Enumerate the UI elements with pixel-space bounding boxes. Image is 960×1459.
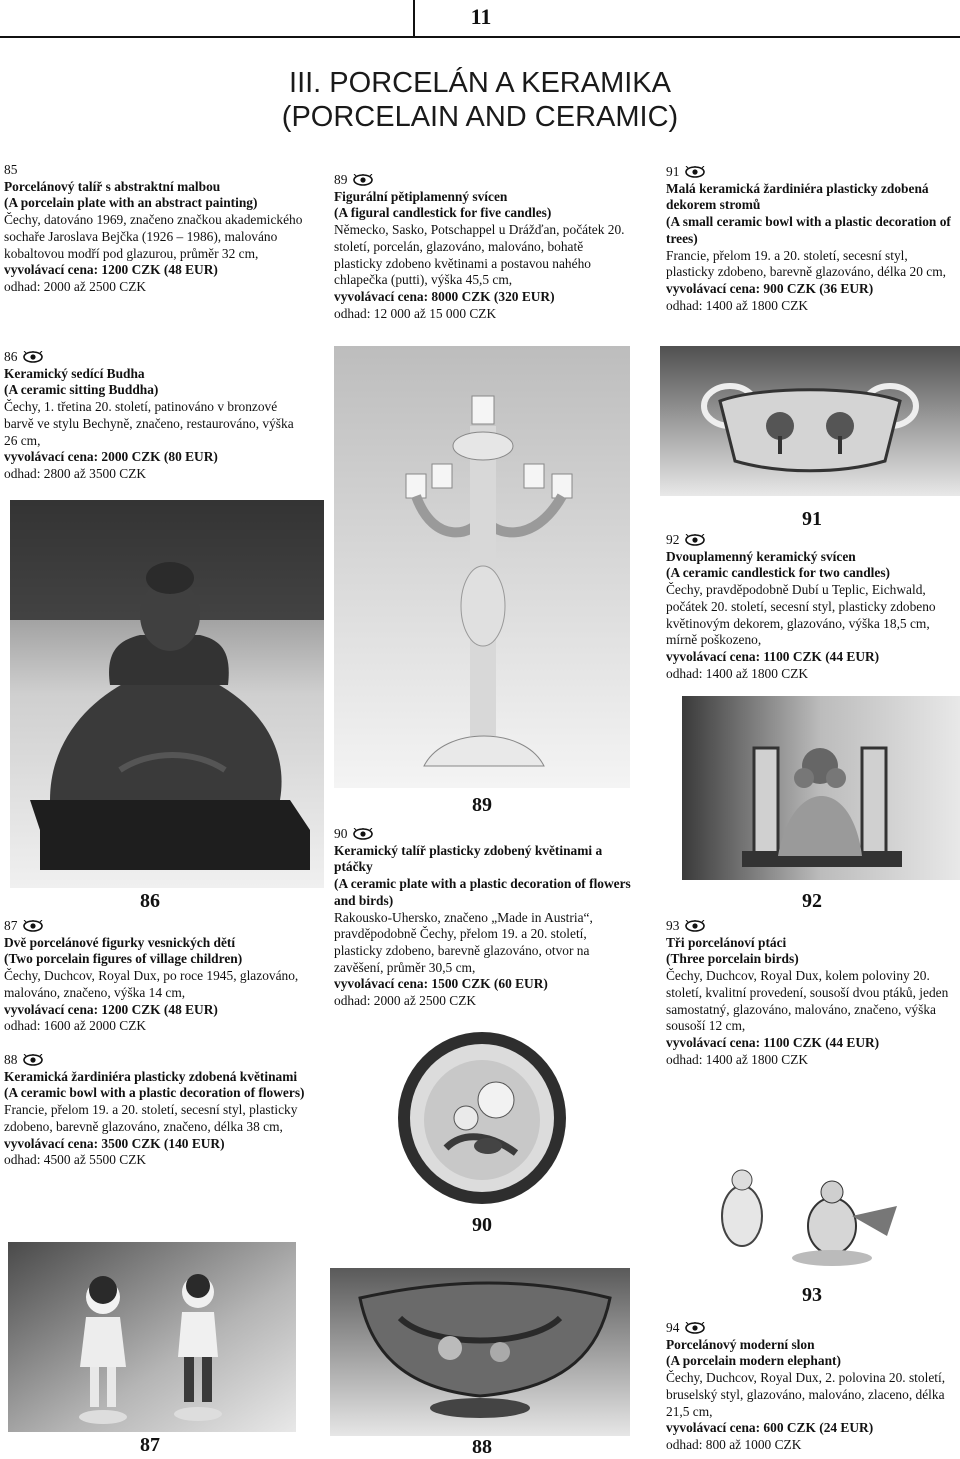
photo-candlestick xyxy=(334,346,630,788)
photo-two-candle xyxy=(682,696,960,880)
lot-estimate: odhad: 1400 až 1800 CZK xyxy=(666,665,809,681)
lot-number: 87 xyxy=(4,918,18,933)
lot-description: Čechy, Duchcov, Royal Dux, kolem poloviny 20. století, kvalitní provedení, sousoší dvou ptáků, jeden samostatný, glazováno, malováno, značeno, výška sousoší 12 cm, xyxy=(666,968,949,1034)
lot-title-en: (A porcelain plate with an abstract painting) xyxy=(4,195,258,211)
lot-number: 94 xyxy=(666,1320,680,1335)
caption-88: 88 xyxy=(472,1436,492,1458)
lot-number: 85 xyxy=(4,162,18,177)
lot-title-cz: Keramická žardiniéra plasticky zdobená květinami xyxy=(4,1068,298,1084)
lot-estimate: odhad: 1400 až 1800 CZK xyxy=(666,1051,809,1067)
lot-number: 89 xyxy=(334,172,348,187)
lot-price: vyvolávací cena: 1200 CZK (48 EUR) xyxy=(4,1001,218,1017)
photo-children-figures xyxy=(8,1242,296,1432)
lot-number: 91 xyxy=(666,164,680,179)
lot-description: Francie, přelom 19. a 20. století, secesní styl, plasticky zdobeno, barevně glazováno, délka 20 cm, xyxy=(666,247,946,280)
photo-flower-bowl xyxy=(330,1268,630,1436)
eye-icon xyxy=(353,174,373,186)
eye-icon xyxy=(353,828,373,840)
lot-title-cz: Malá keramická žardiniéra plasticky zdobená dekorem stromů xyxy=(666,180,929,213)
section-title xyxy=(200,66,760,134)
lot-title-cz: Keramický sedící Budha xyxy=(4,365,145,381)
lot-title-cz: Keramický talíř plasticky zdobený květinami a ptáčky xyxy=(334,842,603,875)
eye-icon xyxy=(23,351,43,363)
lot-number: 93 xyxy=(666,918,680,933)
header-rule xyxy=(0,36,960,38)
lot-title-cz: Porcelánový moderní slon xyxy=(666,1336,815,1352)
lot-price: vyvolávací cena: 8000 CZK (320 EUR) xyxy=(334,288,555,304)
lot-title-en: (Three porcelain birds) xyxy=(666,951,799,967)
lot-estimate: odhad: 1600 až 2000 CZK xyxy=(4,1018,147,1034)
lot-estimate: odhad: 800 až 1000 CZK xyxy=(666,1436,802,1452)
lot-description: Čechy, Duchcov, Royal Dux, po roce 1945, glazováno, malováno, značeno, výška 14 cm, xyxy=(4,968,299,1000)
lot-86 xyxy=(4,349,304,483)
lot-estimate: odhad: 12 000 až 15 000 CZK xyxy=(334,305,497,321)
lot-estimate: odhad: 2800 až 3500 CZK xyxy=(4,465,147,481)
lot-title-en: (A small ceramic bowl with a plastic decoration of trees) xyxy=(666,214,951,246)
lot-description: Německo, Sasko, Potschappel u Drážďan, počátek 20. století, porcelán, glazováno, malováno, bohatě plasticky zdobeno květinami a postavou nahého chlapečka (putti), výška 45,5 cm, xyxy=(334,222,625,288)
caption-93: 93 xyxy=(802,1284,822,1306)
lot-title-cz: Dvě porcelánové figurky vesnických dětí xyxy=(4,934,236,950)
lot-88 xyxy=(4,1052,324,1169)
lot-description: Čechy, datováno 1969, značeno značkou akademického sochaře Jaroslava Bejčka (1926 – 1986), malováno kobaltovou modří pod glazurou, průměr 32 cm, xyxy=(4,212,303,261)
lot-title-en: (A porcelain modern elephant) xyxy=(666,1353,841,1369)
lot-price: vyvolávací cena: 1100 CZK (44 EUR) xyxy=(666,1034,880,1050)
lot-price: vyvolávací cena: 900 CZK (36 EUR) xyxy=(666,280,874,296)
lot-estimate: odhad: 2000 až 2500 CZK xyxy=(4,278,147,294)
lot-title-cz: Porcelánový talíř s abstraktní malbou xyxy=(4,178,221,194)
lot-description: Čechy, Duchcov, Royal Dux, 2. polovina 20. století, bruselský styl, glazováno, malováno, zlaceno, délka 21,5 cm, xyxy=(666,1370,946,1419)
lot-89 xyxy=(334,172,634,322)
caption-89: 89 xyxy=(472,794,492,816)
lot-title-cz: Tři porcelánoví ptáci xyxy=(666,934,787,950)
lot-title-en: (A ceramic sitting Buddha) xyxy=(4,382,159,398)
lot-number: 90 xyxy=(334,826,348,841)
lot-87 xyxy=(4,918,324,1035)
lot-number: 92 xyxy=(666,532,680,547)
lot-92 xyxy=(666,532,956,682)
lot-title-en: (A ceramic candlestick for two candles) xyxy=(666,565,890,581)
lot-number: 86 xyxy=(4,349,18,364)
lot-description: Čechy, 1. třetina 20. století, patinováno v bronzové barvě ve stylu Bechyně, značeno, restaurováno, výška 26 cm, xyxy=(4,399,294,448)
lot-price: vyvolávací cena: 1200 CZK (48 EUR) xyxy=(4,262,218,278)
lot-price: vyvolávací cena: 1500 CZK (60 EUR) xyxy=(334,976,548,992)
lot-title-cz: Dvouplamenný keramický svícen xyxy=(666,548,856,564)
eye-icon xyxy=(685,166,705,178)
lot-title-en: (Two porcelain figures of village children) xyxy=(4,951,243,967)
lot-94 xyxy=(666,1320,956,1454)
photo-birds xyxy=(682,1146,932,1278)
lot-estimate: odhad: 1400 až 1800 CZK xyxy=(666,297,809,313)
page-number: 11 xyxy=(470,4,492,29)
lot-85 xyxy=(4,162,304,296)
lot-price: vyvolávací cena: 1100 CZK (44 EUR) xyxy=(666,648,880,664)
lot-description: Francie, přelom 19. a 20. století, secesní styl, plasticky zdobeno, barevně glazováno, značeno, délka 38 cm, xyxy=(4,1102,298,1134)
caption-87: 87 xyxy=(140,1434,160,1456)
lot-description: Čechy, pravděpodobně Dubí u Teplic, Eichwald, počátek 20. století, secesní styl, plasticky zdobeno květinovým dekorem, glazováno, výška 18,5 cm, mírně poškozeno, xyxy=(666,582,936,648)
lot-price: vyvolávací cena: 600 CZK (24 EUR) xyxy=(666,1420,874,1436)
page-header xyxy=(0,0,960,36)
eye-icon xyxy=(685,920,705,932)
lot-title-en: (A figural candlestick for five candles) xyxy=(334,205,552,221)
lot-price: vyvolávací cena: 3500 CZK (140 EUR) xyxy=(4,1135,225,1151)
caption-86: 86 xyxy=(140,890,160,912)
eye-icon xyxy=(23,920,43,932)
lot-title-en: (A ceramic plate with a plastic decoration of flowers and birds) xyxy=(334,876,631,908)
lot-estimate: odhad: 4500 až 5500 CZK xyxy=(4,1152,147,1168)
section-title-line2: (PORCELAIN AND CERAMIC) xyxy=(281,101,679,133)
lot-price: vyvolávací cena: 2000 CZK (80 EUR) xyxy=(4,449,218,465)
lot-estimate: odhad: 2000 až 2500 CZK xyxy=(334,993,477,1009)
lot-title-en: (A ceramic bowl with a plastic decoration of flowers) xyxy=(4,1085,305,1101)
photo-buddha xyxy=(10,500,324,888)
caption-91: 91 xyxy=(802,508,822,530)
photo-tree-bowl xyxy=(660,346,960,496)
caption-90: 90 xyxy=(472,1214,492,1236)
lot-title-cz: Figurální pětiplamenný svícen xyxy=(334,188,508,204)
eye-icon xyxy=(23,1054,43,1066)
section-title-line1: III. PORCELÁN A KERAMIKA xyxy=(289,67,671,99)
lot-number: 88 xyxy=(4,1052,18,1067)
caption-92: 92 xyxy=(802,890,822,912)
eye-icon xyxy=(685,534,705,546)
photo-plate xyxy=(396,1028,568,1208)
eye-icon xyxy=(685,1322,705,1334)
lot-91 xyxy=(666,164,956,314)
lot-93 xyxy=(666,918,956,1068)
lot-90 xyxy=(334,826,634,1010)
lot-description: Rakousko-Uhersko, značeno „Made in Austria“, pravděpodobně Čechy, přelom 19. a 20. století, plasticky zdobeno, barevně glazováno, otvor na zavěšení, průměr 30,5 cm, xyxy=(334,909,593,975)
